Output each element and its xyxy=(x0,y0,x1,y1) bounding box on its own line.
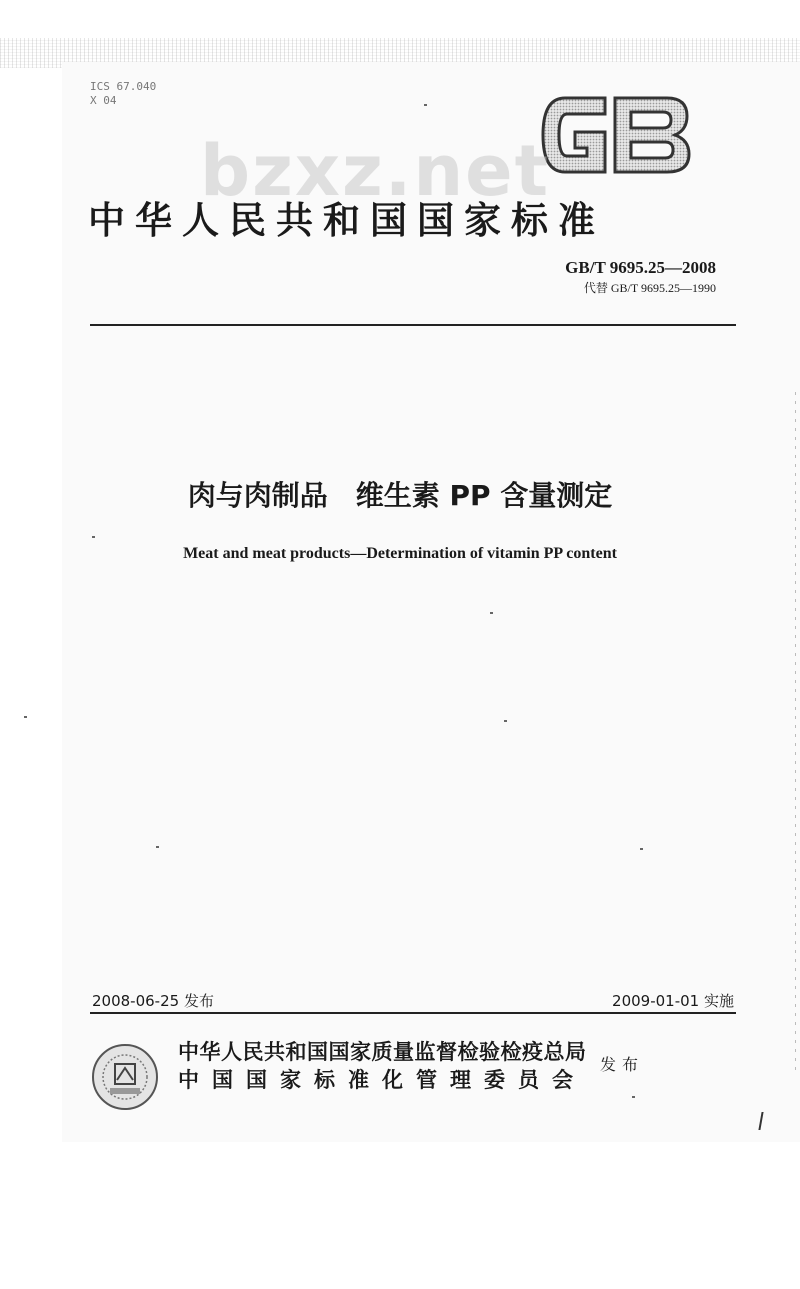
english-title: Meat and meat products—Determination of vitamin PP content xyxy=(183,545,617,562)
standard-code-block xyxy=(565,258,716,296)
scan-speck xyxy=(24,716,27,718)
scan-speck xyxy=(92,536,95,538)
scan-speck xyxy=(504,720,507,722)
publish-label: 发布 xyxy=(600,1055,645,1074)
issuer-aqsiq: 中华人民共和国国家质量监督检验检疫总局 xyxy=(178,1039,587,1064)
top-divider xyxy=(90,324,736,326)
standard-type-heading: 中华人民共和国国家标准 xyxy=(88,198,605,242)
ccs-code: X 04 xyxy=(90,94,117,107)
scan-speck xyxy=(632,1096,635,1098)
replaces-code: 代替 GB/T 9695.25—1990 xyxy=(583,281,716,295)
issuer-sac: 中国国家标准化管理委员会 xyxy=(178,1067,586,1092)
scan-speck xyxy=(156,846,159,848)
standard-code: GB/T 9695.25—2008 xyxy=(565,258,716,277)
scan-speck xyxy=(490,612,493,614)
gb-logo xyxy=(535,90,695,180)
watermark: bzxz.net xyxy=(200,130,551,212)
bottom-divider xyxy=(90,1012,736,1014)
scan-edge xyxy=(795,390,796,1070)
scan-speck xyxy=(640,848,643,850)
ics-code: ICS 67.040 xyxy=(90,80,157,93)
scan-speck xyxy=(424,104,427,106)
issue-date: 2008-06-25 发布 xyxy=(92,992,214,1010)
implementation-date: 2009-01-01 实施 xyxy=(612,992,734,1010)
classification-codes xyxy=(90,80,156,108)
chinese-title: 肉与肉制品 维生素 PP 含量测定 xyxy=(187,479,613,512)
official-seal-icon xyxy=(90,1042,160,1112)
